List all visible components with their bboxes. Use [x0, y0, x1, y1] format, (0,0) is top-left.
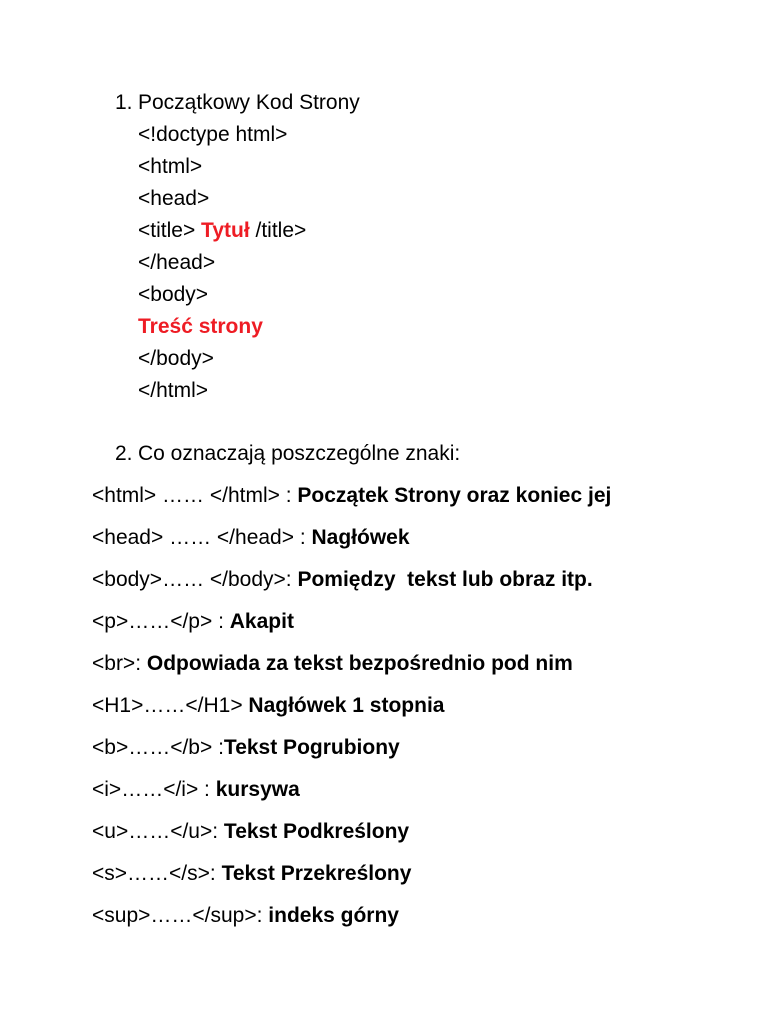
tag-text: <body>…… </body>:	[92, 568, 298, 591]
definition-row	[92, 521, 611, 563]
section-2-title: Co oznaczają poszczególne znaki:	[138, 442, 461, 465]
title-tag-open: <title>	[138, 219, 202, 242]
tag-meaning: Odpowiada za tekst bezpośrednio pod nim	[146, 652, 573, 675]
tag-meaning: Nagłówek 1 stopnia	[248, 694, 445, 717]
section-1-title: Początkowy Kod Strony	[138, 91, 360, 114]
definition-row	[92, 731, 611, 773]
tag-text: <i>……</i> :	[92, 778, 216, 801]
tag-meaning: indeks górny	[268, 904, 399, 927]
code-line: </head>	[138, 251, 216, 274]
tag-meaning: Tekst Przekreślony	[221, 862, 412, 885]
definition-row	[92, 773, 611, 815]
content-placeholder: Treść strony	[138, 315, 263, 338]
tag-text: <H1>……</H1>	[92, 694, 249, 717]
definition-row	[92, 857, 611, 899]
tag-meaning: Nagłówek	[311, 526, 410, 549]
tag-meaning: Akapit	[229, 610, 294, 633]
definition-row	[92, 647, 611, 689]
definition-row	[92, 479, 611, 521]
tag-text: <p>……</p> :	[92, 610, 230, 633]
definition-row	[92, 689, 611, 731]
tag-meaning: kursywa	[215, 778, 300, 801]
section-2-heading	[115, 438, 460, 470]
code-line: </body>	[138, 347, 214, 370]
tag-text: <br>:	[92, 652, 147, 675]
code-line: <!doctype html>	[138, 123, 288, 146]
tag-text: <s>……</s>:	[92, 862, 222, 885]
definition-row	[92, 605, 611, 647]
tag-text: <b>……</b> :	[92, 736, 224, 759]
code-line: </html>	[138, 379, 209, 402]
tag-text: <html> …… </html> :	[92, 484, 298, 507]
list-number: 2.	[115, 442, 133, 465]
title-code-line	[138, 215, 306, 247]
starter-code-block	[138, 87, 306, 407]
tag-meaning: Początek Strony oraz koniec jej	[297, 484, 612, 507]
tag-text: <sup>……</sup>:	[92, 904, 269, 927]
list-number: 1.	[115, 91, 133, 114]
code-line: <body>	[138, 283, 209, 306]
title-tag-close: /title>	[249, 219, 307, 242]
title-placeholder: Tytuł	[201, 219, 250, 242]
tag-meaning: Tekst Pogrubiony	[223, 736, 400, 759]
code-line: <html>	[138, 155, 203, 178]
tag-text: <u>……</u>:	[92, 820, 224, 843]
tag-definitions-list	[92, 479, 611, 941]
tag-meaning: Tekst Podkreślony	[223, 820, 410, 843]
definition-row	[92, 563, 611, 605]
tag-meaning: Pomiędzy tekst lub obraz itp.	[297, 568, 593, 591]
definition-row	[92, 899, 611, 941]
definition-row	[92, 815, 611, 857]
tag-text: <head> …… </head> :	[92, 526, 312, 549]
code-line: <head>	[138, 187, 210, 210]
